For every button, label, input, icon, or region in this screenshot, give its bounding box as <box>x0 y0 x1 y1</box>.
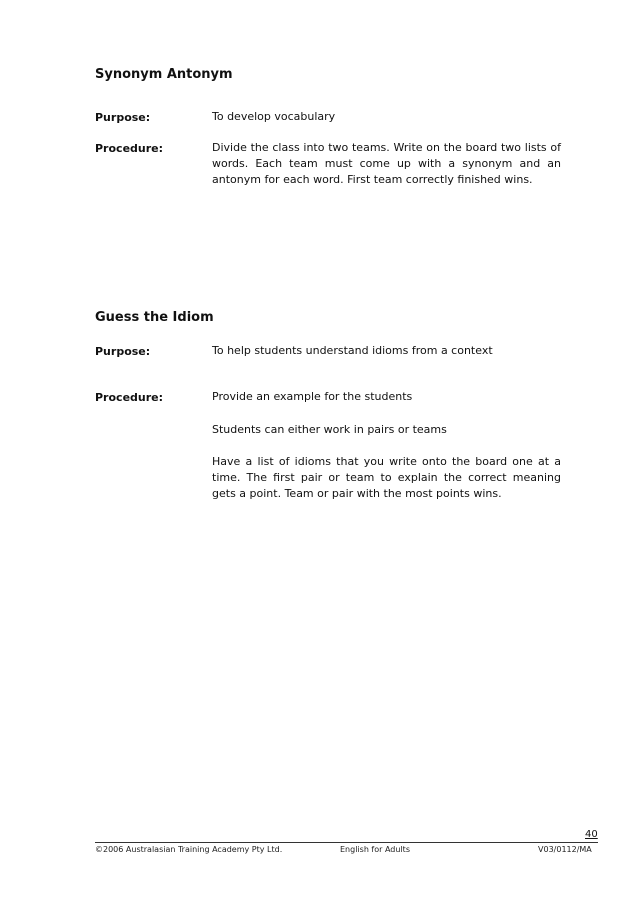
purpose-label: Purpose: <box>95 345 151 358</box>
footer-course-title: English for Adults <box>340 845 410 854</box>
purpose-label: Purpose: <box>95 111 151 124</box>
footer-version: V03/0112/MA <box>538 845 592 854</box>
section-title-synonym-antonym: Synonym Antonym <box>95 67 233 82</box>
procedure-paragraph: Have a list of idioms that you write onto the board one at a time. The first pair or team to explain the correct meaning gets a point. Team or pair with the most points wins. <box>212 455 561 500</box>
purpose-text: To develop vocabulary <box>212 110 336 123</box>
footer-divider <box>95 842 598 843</box>
procedure-text: Divide the class into two teams. Write on the board two lists of words. Each team must come up with a synonym and an antonym for each word. First team correctly finished wins. <box>212 141 561 186</box>
footer-copyright: ©2006 Australasian Training Academy Pty Ltd. <box>95 845 283 854</box>
purpose-text: To help students understand idioms from a context <box>212 344 493 357</box>
section-title-guess-the-idiom: Guess the Idiom <box>95 310 214 325</box>
procedure-label: Procedure: <box>95 142 164 155</box>
procedure-label: Procedure: <box>95 391 164 404</box>
page-number: 40 <box>585 829 598 840</box>
procedure-paragraph: Provide an example for the students <box>212 390 413 403</box>
procedure-paragraph: Students can either work in pairs or teams <box>212 423 447 436</box>
